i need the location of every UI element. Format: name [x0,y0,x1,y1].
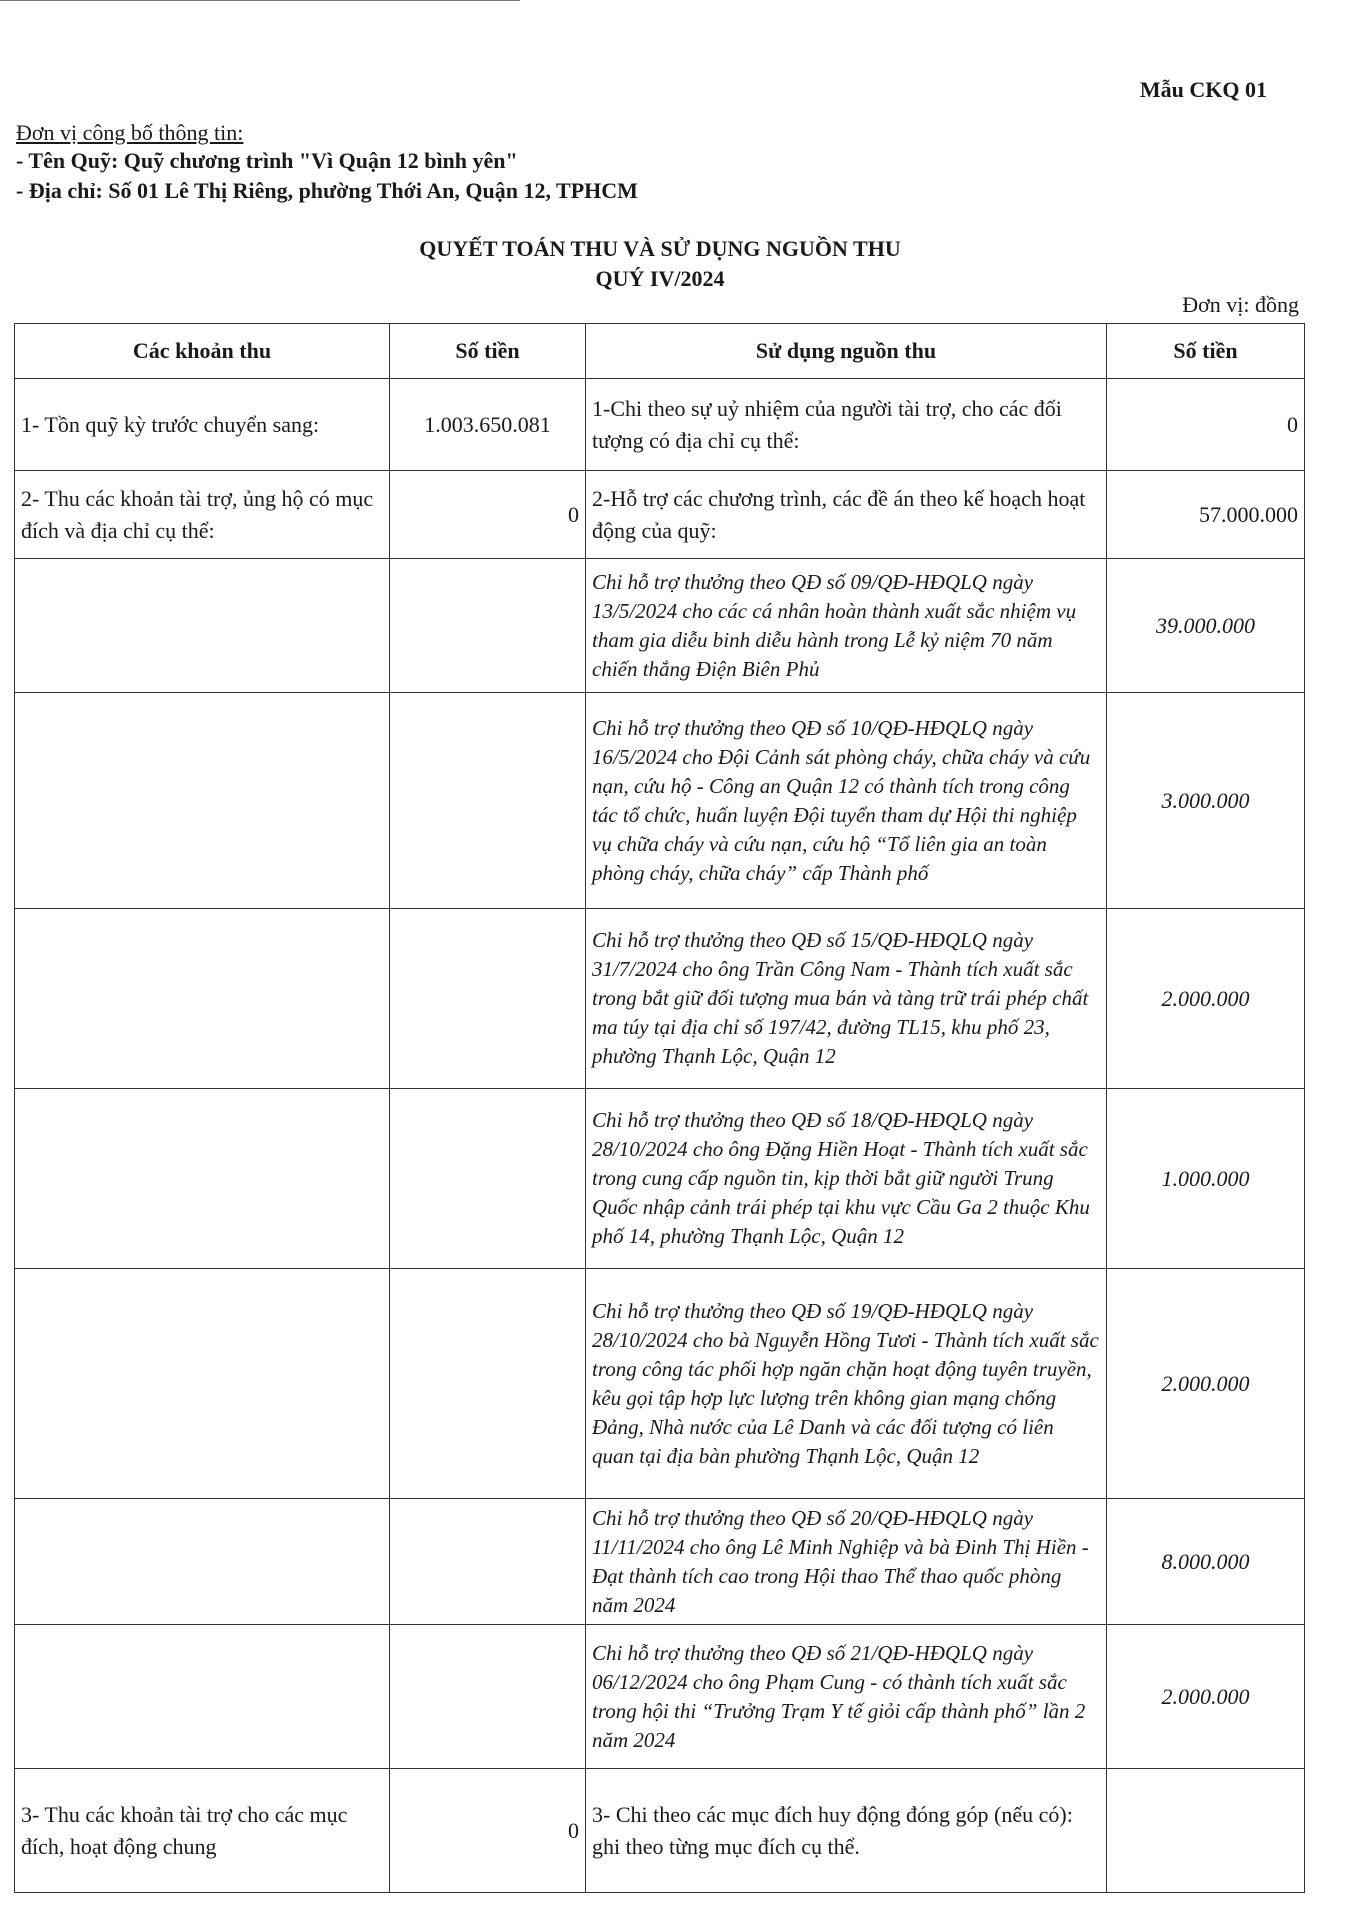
income-item-2: 2- Thu các khoản tài trợ, ủng hộ có mục đích và địa chỉ cụ thể: [15,471,390,559]
table-row [15,1625,1305,1769]
usage-item-2: 2-Hỗ trợ các chương trình, các đề án theo kế hoạch hoạt động của quỹ: [586,471,1107,559]
usage-amount-1: 0 [1107,379,1305,471]
table-row [15,1769,1305,1893]
detail-item-3: Chi hỗ trợ thưởng theo QĐ số 15/QĐ-HĐQLQ ngày 31/7/2024 cho ông Trần Công Nam - Thành tích xuất sắc trong bắt giữ đối tượng mua bán và tàng trữ trái phép chất ma túy tại địa chỉ số 197/42, đường TL15, khu phố 23, phường Thạnh Lộc, Quận 12 [586,909,1107,1089]
publisher-label: Đơn vị công bố thông tin: [16,120,244,145]
detail-amount-2: 3.000.000 [1107,693,1305,909]
detail-amount-4: 1.000.000 [1107,1089,1305,1269]
empty-cell [15,909,390,1089]
header-income: Các khoản thu [15,324,390,379]
usage-item-3: 3- Chi theo các mục đích huy động đóng góp (nếu có): ghi theo từng mục đích cụ thể. [586,1769,1107,1893]
currency-unit: Đơn vị: đồng [1182,292,1299,317]
empty-cell [390,1625,586,1769]
detail-amount-1: 39.000.000 [1107,559,1305,693]
detail-amount-7: 2.000.000 [1107,1625,1305,1769]
usage-item-1: 1-Chi theo sự uỷ nhiệm của người tài trợ, cho các đối tượng có địa chỉ cụ thể: [586,379,1107,471]
table-row [15,693,1305,909]
table-row [15,559,1305,693]
document-period: QUÝ IV/2024 [595,266,725,291]
table-row [15,379,1305,471]
detail-item-4: Chi hỗ trợ thưởng theo QĐ số 18/QĐ-HĐQLQ ngày 28/10/2024 cho ông Đặng Hiền Hoạt - Thành tích xuất sắc trong cung cấp nguồn tin, kịp thời bắt giữ người Trung Quốc nhập cảnh trái phép tại khu vực Cầu Ga 2 thuộc Khu phố 14, phường Thạnh Lộc, Quận 12 [586,1089,1107,1269]
empty-cell [15,559,390,693]
top-border-line [0,0,520,1]
settlement-table [14,323,1305,1893]
table-row [15,1089,1305,1269]
header-usage: Sử dụng nguồn thu [586,324,1107,379]
detail-item-2: Chi hỗ trợ thưởng theo QĐ số 10/QĐ-HĐQLQ ngày 16/5/2024 cho Đội Cảnh sát phòng cháy, chữa cháy và cứu nạn, cứu hộ - Công an Quận 12 có thành tích trong công tác tổ chức, huấn luyện Đội tuyển tham dự Hội thi nghiệp vụ chữa cháy và cứu nạn, cứu hộ “Tổ liên gia an toàn phòng cháy, chữa cháy” cấp Thành phố [586,693,1107,909]
empty-cell [390,693,586,909]
empty-cell [390,559,586,693]
income-amount-1: 1.003.650.081 [390,379,586,471]
document-title: QUYẾT TOÁN THU VÀ SỬ DỤNG NGUỒN THU [419,236,901,261]
table-header-row [15,324,1305,379]
empty-cell [390,909,586,1089]
empty-cell [15,1625,390,1769]
detail-amount-6: 8.000.000 [1107,1499,1305,1625]
income-item-3: 3- Thu các khoản tài trợ cho các mục đích, hoạt động chung [15,1769,390,1893]
usage-amount-3 [1107,1769,1305,1893]
detail-item-1: Chi hỗ trợ thưởng theo QĐ số 09/QĐ-HĐQLQ ngày 13/5/2024 cho các cá nhân hoàn thành xuất sắc nhiệm vụ tham gia diễu binh diễu hành trong Lễ kỷ niệm 70 năm chiến thắng Điện Biên Phủ [586,559,1107,693]
table-row [15,1499,1305,1625]
empty-cell [390,1089,586,1269]
table-row [15,471,1305,559]
empty-cell [390,1499,586,1625]
table-row [15,909,1305,1089]
empty-cell [15,1089,390,1269]
income-amount-3: 0 [390,1769,586,1893]
table-row [15,1269,1305,1499]
detail-item-6: Chi hỗ trợ thưởng theo QĐ số 20/QĐ-HĐQLQ ngày 11/11/2024 cho ông Lê Minh Nghiệp và bà Đinh Thị Hiền - Đạt thành tích cao trong Hội thao Thể thao quốc phòng năm 2024 [586,1499,1107,1625]
empty-cell [15,1499,390,1625]
usage-amount-2: 57.000.000 [1107,471,1305,559]
fund-name: - Tên Quỹ: Quỹ chương trình "Vì Quận 12 bình yên" [16,148,518,173]
form-code: Mẫu CKQ 01 [1139,77,1267,102]
income-amount-2: 0 [390,471,586,559]
detail-item-5: Chi hỗ trợ thưởng theo QĐ số 19/QĐ-HĐQLQ ngày 28/10/2024 cho bà Nguyễn Hồng Tươi - Thành tích xuất sắc trong công tác phối hợp ngăn chặn hoạt động tuyên truyền, kêu gọi tập hợp lực lượng trên không gian mạng chống Đảng, Nhà nước của Lê Danh và các đối tượng có liên quan tại địa bàn phường Thạnh Lộc, Quận 12 [586,1269,1107,1499]
detail-amount-5: 2.000.000 [1107,1269,1305,1499]
empty-cell [390,1269,586,1499]
empty-cell [15,693,390,909]
detail-item-7: Chi hỗ trợ thưởng theo QĐ số 21/QĐ-HĐQLQ ngày 06/12/2024 cho ông Phạm Cung - có thành tích xuất sắc trong hội thi “Trưởng Trạm Y tế giỏi cấp thành phố” lần 2 năm 2024 [586,1625,1107,1769]
income-item-1: 1- Tồn quỹ kỳ trước chuyển sang: [15,379,390,471]
header-usage-amount: Số tiền [1107,324,1305,379]
detail-amount-3: 2.000.000 [1107,909,1305,1089]
empty-cell [15,1269,390,1499]
fund-address: - Địa chỉ: Số 01 Lê Thị Riêng, phường Thới An, Quận 12, TPHCM [16,178,638,203]
header-income-amount: Số tiền [390,324,586,379]
